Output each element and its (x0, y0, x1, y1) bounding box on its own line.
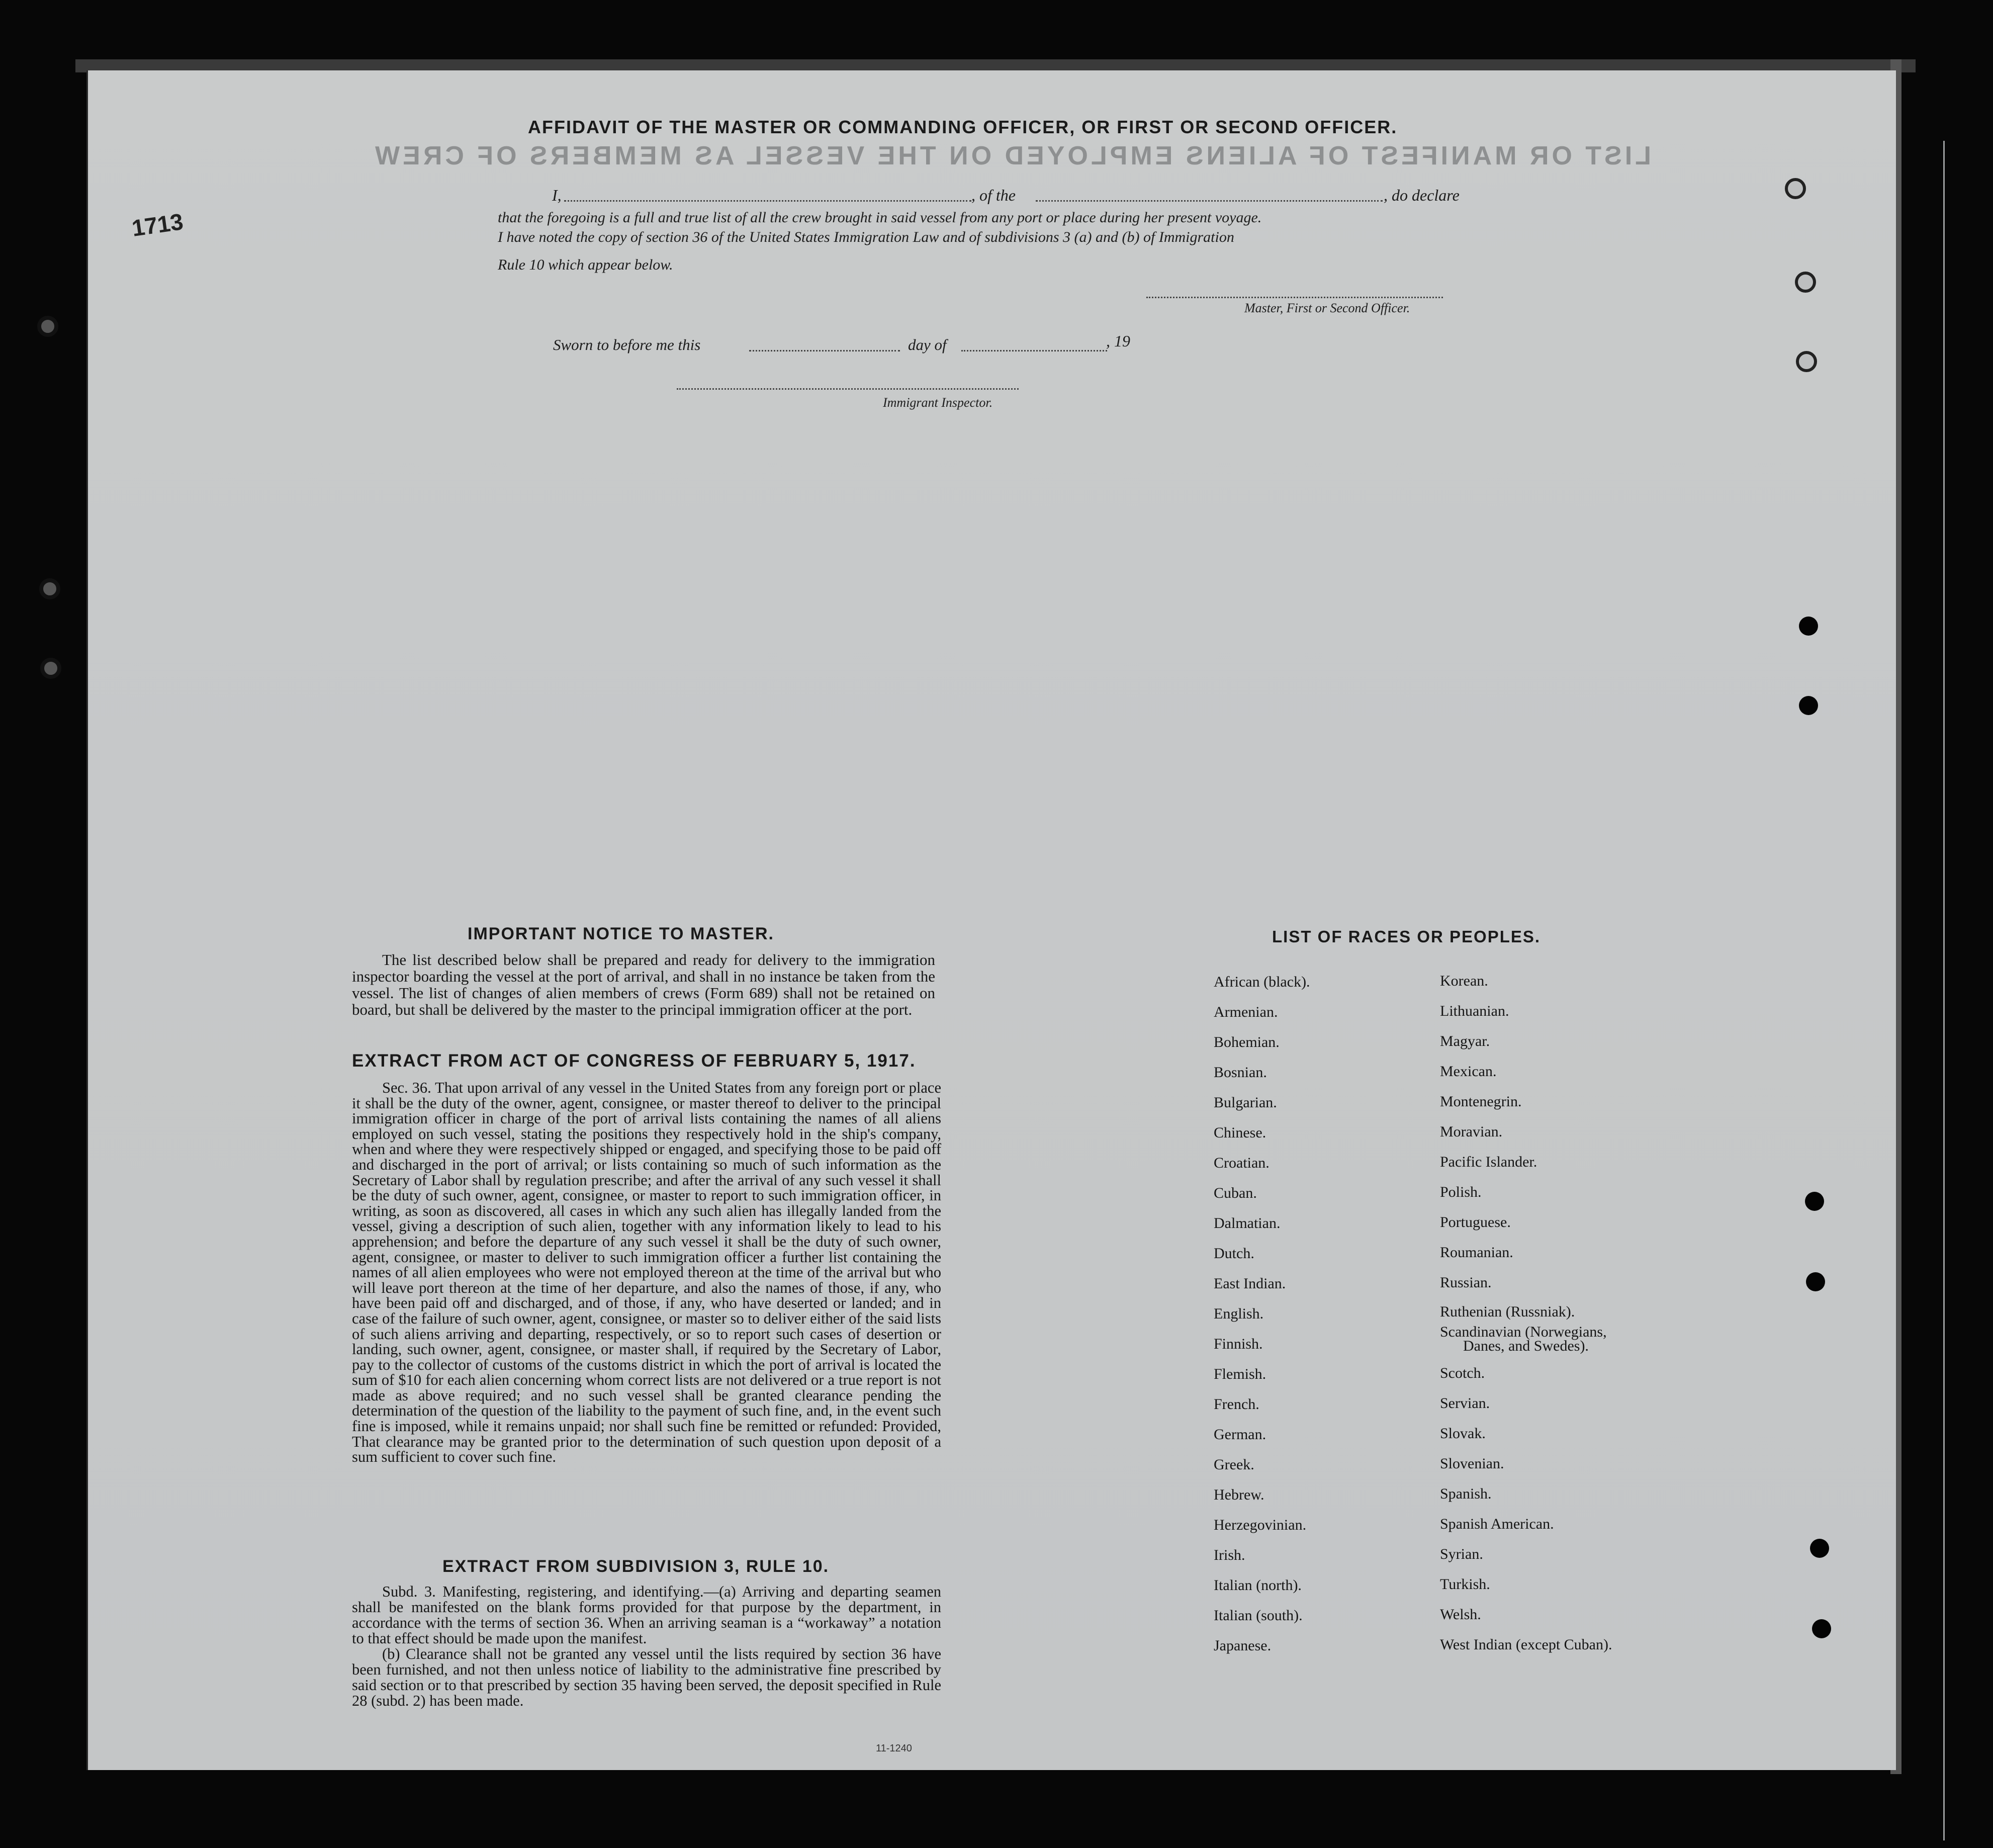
race-item: Bosnian. (1214, 1064, 1267, 1081)
section-36-paragraph: Sec. 36. That upon arrival of any vessel in the United States from any foreign port or place it shall be the duty of the owner, agent, consignee, or master thereof to deliver to the principal immigration officer in charge of the port of arrival lists containing the names of all aliens employed on such vessel, stating the positions they respectively hold in the ship's company, when and where they were respectively shipped or engaged, and specifying those to be paid off and discharged in the port of arrival; or lists containing so much of such information as the Secretary of Labor shall by regulation prescribe; and after the arrival of any such vessel it shall be the duty of such owner, agent, consignee, or master to report to such immigration officer, in writing, as soon as discovered, all cases in which any such alien has illegally landed from the vessel, giving a description of such alien, together with any information likely to lead to his apprehension; and before the departure of any such vessel it shall be the duty of such owner, agent, consignee, or master to deliver to such immigration officer a further list containing the names of all alien employees who were not employed thereon at the time of the arrival but who will leave port thereon at the time of her departure, and also the names of those, if any, who have been paid off and discharged, and of those, if any, who have deserted or landed; and in case of the failure of such owner, agent, consignee, or master so to deliver either of the said lists of such aliens arriving and departing, respectively, or so to report such cases of desertion or landing, such owner, agent, consignee, or master shall, if required by the Secretary of Labor, pay to the collector of customs of the customs district in which the port of arrival is located the sum of $10 for each alien concerning whom correct lists are not delivered or a true report is not made as above required; and no such vessel shall be granted clearance pending the determination of the question of the liability to the payment of such fine, and, in the event such fine is imposed, while it remains unpaid; nor shall such fine be remitted or refunded: Provided, That clearance may be granted prior to the determination of such question upon deposit of a sum sufficient to cover such fine. (352, 1079, 941, 1466)
race-item: Armenian. (1214, 1004, 1278, 1020)
race-item: Spanish. (1440, 1485, 1492, 1502)
punch-hole-icon (1799, 696, 1818, 715)
race-item: African (black). (1214, 974, 1310, 990)
race-item: Pacific Islander. (1440, 1154, 1537, 1170)
sworn-text: Sworn to before me this (553, 336, 701, 354)
master-signature-caption: Master, First or Second Officer. (1244, 301, 1410, 315)
race-item: Slovak. (1440, 1425, 1486, 1442)
races-title: LIST OF RACES OR PEOPLES. (1272, 927, 1541, 946)
race-item: English. (1214, 1305, 1264, 1322)
form-code: 11-1240 (876, 1743, 912, 1754)
race-item: Danes, and Swedes). (1463, 1338, 1589, 1354)
race-item: Korean. (1440, 973, 1488, 989)
name-field (564, 200, 971, 202)
affidavit-i: I, (552, 186, 562, 204)
race-item: Bulgarian. (1214, 1094, 1277, 1111)
subdivision-b-paragraph: (b) Clearance shall not be granted any vessel until the lists required by section 36 have been furnished, and not then unless notice of liability to the administrative fine prescribed by said section or to that prescribed by section 35 having been served, the deposit specified in Rule 28 (subd. 2) has been made. (352, 1645, 941, 1709)
notice-body (352, 951, 935, 1018)
affidavit-line-3: I have noted the copy of section 36 of the United States Immigration Law and of subdivisions 3 (a) and (b) of Immigration (498, 229, 1234, 245)
race-item: Roumanian. (1440, 1244, 1513, 1261)
notice-paragraph: The list described below shall be prepared and ready for delivery to the immigration inspector boarding the vessel at the port of arrival, and shall in no instance be taken from the vessel. The list of changes of alien members of crews (Form 689) shall not be retained on board, but shall be delivered by the master to the principal immigration officer at the port. (352, 951, 935, 1018)
year-text: , 19 (1106, 332, 1130, 350)
manifest-page (86, 70, 1896, 1770)
race-item: Welsh. (1440, 1606, 1481, 1623)
race-item: Polish. (1440, 1184, 1482, 1200)
race-item: Herzegovinian. (1214, 1517, 1307, 1533)
bleed-through-rule (1943, 141, 1945, 1840)
race-item: German. (1214, 1426, 1266, 1443)
race-item: Spanish American. (1440, 1516, 1554, 1532)
binder-ring-icon (39, 578, 60, 599)
race-item: Finnish. (1214, 1336, 1263, 1352)
race-item: Croatian. (1214, 1155, 1270, 1171)
race-item: Chinese. (1214, 1124, 1266, 1141)
affidavit-line-2: that the foregoing is a full and true list of all the crew brought in said vessel from any port or place during her present voyage. (498, 209, 1262, 226)
race-item: Cuban. (1214, 1185, 1257, 1201)
sworn-month-field (961, 350, 1107, 351)
punch-hole-icon (1810, 1539, 1829, 1558)
binder-ring-icon (1795, 272, 1816, 293)
race-item: Dalmatian. (1214, 1215, 1281, 1231)
binder-ring-icon (1785, 178, 1806, 199)
race-item: Ruthenian (Russniak). (1440, 1303, 1575, 1320)
extract-rule-body (352, 1584, 941, 1709)
binder-ring-icon (40, 658, 61, 679)
race-item: Turkish. (1440, 1576, 1490, 1593)
race-item: Moravian. (1440, 1123, 1503, 1140)
master-signature-line (1146, 297, 1443, 298)
sworn-day-field (749, 350, 900, 351)
race-item: Portuguese. (1440, 1214, 1511, 1230)
race-item: Greek. (1214, 1456, 1254, 1473)
race-item: French. (1214, 1396, 1259, 1413)
subdivision-a-paragraph: Subd. 3. Manifesting, registering, and identifying.—(a) Arriving and departing seamen shall be manifested on the blank forms provided for that purpose by the department, in accordance with the terms of section 36. When an arriving seaman is a “workaway” a notation to that effect should be made upon the manifest. (352, 1583, 941, 1647)
race-item: Montenegrin. (1440, 1093, 1522, 1110)
race-item: Slovenian. (1440, 1455, 1504, 1472)
vessel-field (1036, 200, 1383, 202)
race-item: West Indian (except Cuban). (1440, 1636, 1612, 1653)
extract-act-body (352, 1080, 941, 1465)
ghost-header: LIST OR MANIFEST OF ALIENS EMPLOYED ON THE VESSEL AS MEMBERS OF CREW (372, 141, 1651, 170)
race-item: Japanese. (1214, 1637, 1272, 1654)
punch-hole-icon (1806, 1272, 1825, 1291)
binder-ring-icon (1796, 351, 1817, 372)
punch-hole-icon (1805, 1192, 1824, 1211)
punch-hole-icon (1799, 617, 1818, 636)
binder-ring-icon (37, 316, 58, 337)
affidavit-line-4: Rule 10 which appear below. (498, 256, 673, 273)
extract-rule-title: EXTRACT FROM SUBDIVISION 3, RULE 10. (442, 1557, 830, 1576)
notice-title: IMPORTANT NOTICE TO MASTER. (468, 924, 774, 943)
affidavit-title: AFFIDAVIT OF THE MASTER OR COMMANDING OFFICER, OR FIRST OR SECOND OFFICER. (528, 117, 1398, 137)
race-item: Scandinavian (Norwegians, (1440, 1324, 1607, 1340)
race-item: Italian (north). (1214, 1577, 1302, 1594)
race-item: Lithuanian. (1440, 1003, 1509, 1019)
race-item: Dutch. (1214, 1245, 1254, 1262)
inspector-signature-line (677, 388, 1019, 390)
race-item: East Indian. (1214, 1275, 1286, 1292)
race-item: Bohemian. (1214, 1034, 1280, 1050)
race-item: Italian (south). (1214, 1607, 1303, 1624)
race-item: Servian. (1440, 1395, 1490, 1412)
race-item: Scotch. (1440, 1365, 1485, 1381)
race-item: Irish. (1214, 1547, 1245, 1563)
race-item: Syrian. (1440, 1546, 1483, 1562)
extract-act-title: EXTRACT FROM ACT OF CONGRESS OF FEBRUARY 5, 1917. (352, 1051, 916, 1071)
margin-mark: 1713 (130, 208, 185, 241)
inspector-caption: Immigrant Inspector. (883, 395, 993, 410)
race-item: Hebrew. (1214, 1486, 1264, 1503)
affidavit-of-the: , of the (971, 186, 1016, 204)
race-item: Russian. (1440, 1274, 1492, 1291)
race-item: Flemish. (1214, 1366, 1266, 1382)
day-of-text: day of (908, 336, 947, 354)
affidavit-declare: , do declare (1384, 186, 1460, 204)
race-item: Mexican. (1440, 1063, 1497, 1080)
race-item: Magyar. (1440, 1033, 1490, 1049)
punch-hole-icon (1812, 1619, 1831, 1638)
